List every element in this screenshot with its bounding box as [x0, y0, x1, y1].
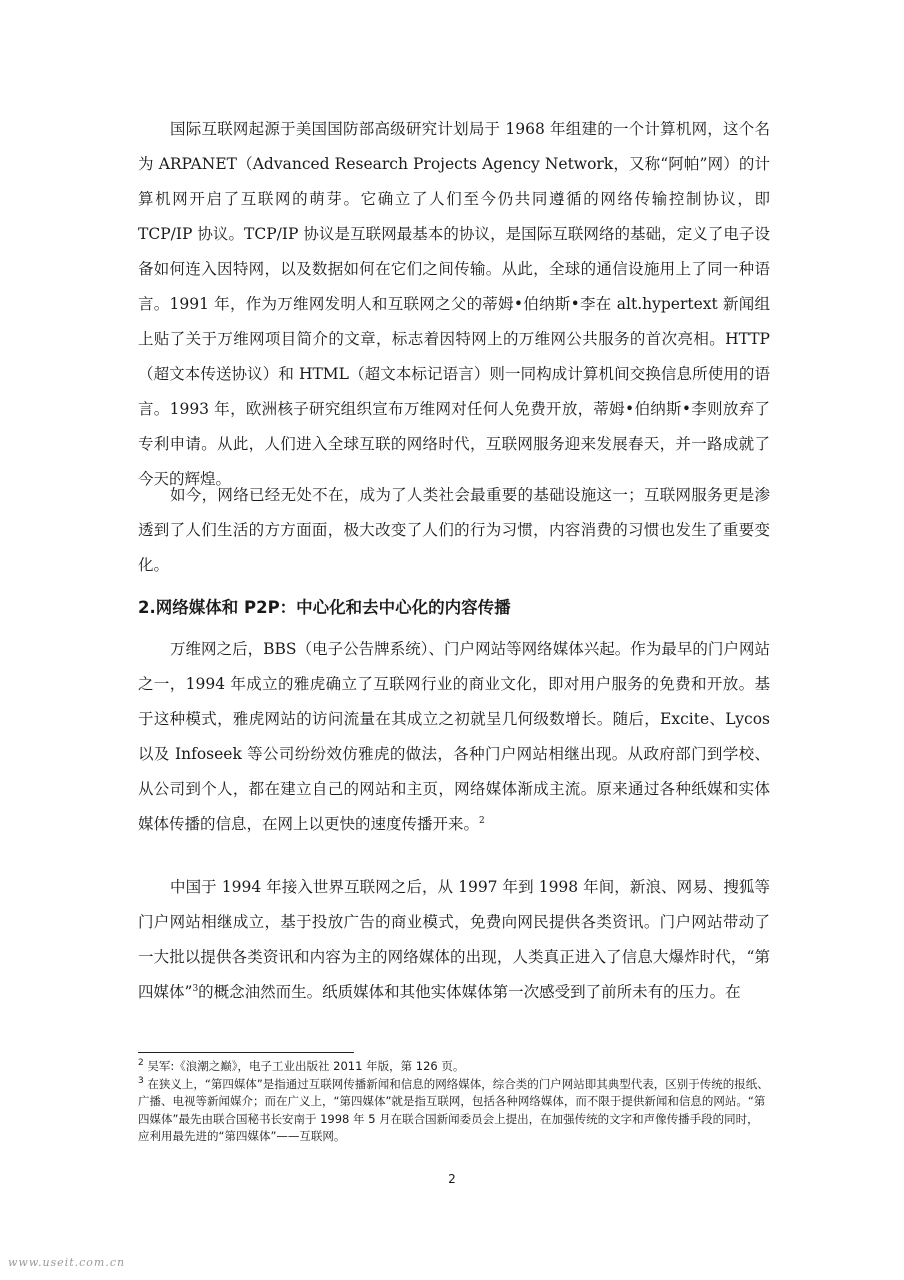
footnote-number: 2: [138, 1058, 144, 1069]
watermark: www.useit.com.cn: [8, 1256, 126, 1269]
footnote-2: [138, 1058, 770, 1076]
body-paragraph-3-text: 万维网之后，BBS（电子公告牌系统）、门户网站等网络媒体兴起。作为最早的门户网站之一，1994 年成立的雅虎确立了互联网行业的商业文化，即对用户服务的免费和开放。基于这种模式，雅虎网站的访问流量在其成立之初就呈几何级数增长。随后，Excite、Lycos 以及 Infoseek 等公司纷纷效仿雅虎的做法，各种门户网站相继出现。从政府部门到学校、从公司到个人，都在建立自己的网站和主页，网络媒体渐成主流。原来通过各种纸媒和实体媒体传播的信息，在网上以更快的速度传播开来。: [138, 640, 770, 833]
body-paragraph-4: [138, 870, 770, 1010]
body-paragraph-4-text-b: 的概念油然而生。纸质媒体和其他实体媒体第一次感受到了前所未有的压力。在: [198, 983, 741, 1001]
body-paragraph-3: [138, 632, 770, 842]
footnote-separator: [138, 1052, 354, 1053]
body-paragraph-2: 如今，网络已经无处不在，成为了人类社会最重要的基础设施这一；互联网服务更是渗透到了人们生活的方方面面，极大改变了人们的行为习惯，内容消费的习惯也发生了重要变化。: [138, 486, 770, 574]
section-heading: 2.网络媒体和 P2P：中心化和去中心化的内容传播: [138, 598, 511, 617]
footnote-number: 3: [138, 1075, 144, 1086]
body-paragraph-1: 国际互联网起源于美国国防部高级研究计划局于 1968 年组建的一个计算机网，这个名为 ARPANET（Advanced Research Projects Agency Network，又称“阿帕”网）的计算机网开启了互联网的萌芽。它确立了人们至今仍共同遵循的网络传输控制协议，即 TCP/IP 协议。TCP/IP 协议是互联网最基本的协议，是国际互联网络的基础，定义了电子设备如何连入因特网，以及数据如何在它们之间传输。从此，全球的通信设施用上了同一种语言。1991 年，作为万维网发明人和互联网之父的蒂姆•伯纳斯•李在 alt.hypertext 新闻组上贴了关于万维网项目简介的文章，标志着因特网上的万维网公共服务的首次亮相。HTTP（超文本传送协议）和 HTML（超文本标记语言）则一同构成计算机间交换信息所使用的语言。1993 年，欧洲核子研究组织宣布万维网对任何人免费开放，蒂姆•伯纳斯•李则放弃了专利申请。从此，人们进入全球互联的网络时代，互联网服务迎来发展春天，并一路成就了今天的辉煌。: [138, 120, 770, 488]
footnotes: [138, 1058, 770, 1146]
body-paragraph-4-text-a: 中国于 1994 年接入世界互联网之后，从 1997 年到 1998 年间，新浪、网易、搜狐等门户网站相继成立，基于投放广告的商业模式，免费向网民提供各类资讯。门户网站带动了一大批以提供各类资讯和内容为主的网络媒体的出现，人类真正进入了信息大爆炸时代，“第四媒体”: [138, 878, 770, 1001]
footnote-3: [138, 1076, 770, 1146]
footnote-text: 在狭义上，“第四媒体”是指通过互联网传播新闻和信息的网络媒体，综合类的门户网站即其典型代表，区别于传统的报纸、广播、电视等新闻媒介；而在广义上，“第四媒体”就是指互联网，包括各种网络媒体，而不限于提供新闻和信息的网站。“第四媒体”最先由联合国秘书长安南于 1998 年 5 月在联合国新闻委员会上提出，在加强传统的文字和声像传播手段的同时，应利用最先进的“第四媒体”——互联网。: [138, 1076, 769, 1143]
page-number: 2: [448, 1172, 456, 1186]
footnote-ref-2[interactable]: 2: [479, 815, 485, 826]
footnote-ref-3[interactable]: 3: [192, 983, 199, 994]
footnote-text: 吴军:《浪潮之巅》，电子工业出版社 2011 年版，第 126 页。: [147, 1059, 465, 1073]
